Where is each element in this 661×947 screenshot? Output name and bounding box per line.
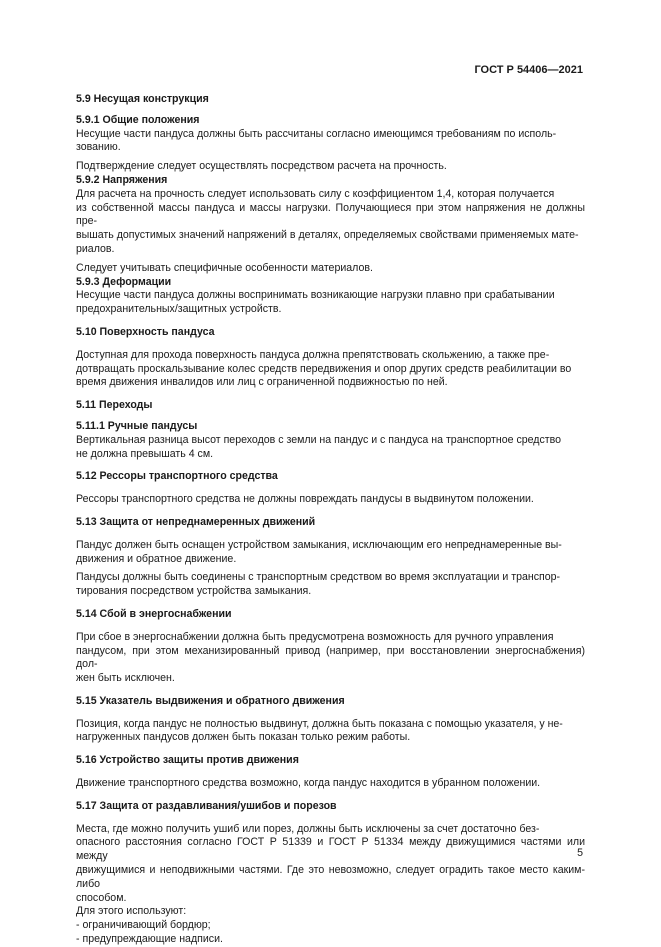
paragraph-line: движущимися и неподвижными частями. Где это невозможно, следует оградить такое место каким-либо	[76, 864, 585, 890]
paragraph-line: Доступная для прохода поверхность пандуса должна препятствовать скольжению, а также пре-	[76, 348, 550, 361]
paragraph-line: Несущие части пандуса должны быть рассчитаны согласно имеющимся требованиям по исполь-	[76, 127, 557, 140]
document-header: ГОСТ Р 54406—2021	[474, 64, 583, 76]
list-item: - ограничивающий бордюр;	[76, 919, 211, 932]
list-item: - предупреждающие надписи.	[76, 933, 223, 946]
paragraph-line: способом.	[76, 891, 127, 904]
section-heading: 5.14 Сбой в энергоснабжении	[76, 607, 232, 620]
paragraph-line: не должна превышать 4 см.	[76, 447, 214, 460]
section-heading: 5.12 Рессоры транспортного средства	[76, 470, 278, 483]
paragraph-line: дотвращать проскальзывание колес средств передвижения и опор других средств реабилитации во	[76, 362, 572, 375]
paragraph-line: Следует учитывать специфичные особенности материалов.	[76, 261, 373, 274]
section-heading: 5.11 Переходы	[76, 399, 153, 412]
paragraph-line: Пандус должен быть оснащен устройством замыкания, исключающим его непреднамеренные вы-	[76, 538, 562, 551]
page-number: 5	[577, 847, 583, 859]
section-heading: 5.10 Поверхность пандуса	[76, 325, 215, 338]
subsection-heading: 5.11.1 Ручные пандусы	[76, 419, 198, 432]
paragraph-line: время движения инвалидов или лиц с ограниченной подвижностью по ней.	[76, 376, 448, 389]
section-heading: 5.17 Защита от раздавливания/ушибов и порезов	[76, 799, 337, 812]
paragraph-line: Пандусы должны быть соединены с транспортным средством во время эксплуатации и транспор-	[76, 571, 561, 584]
paragraph-line: тирования посредством устройства замыкания.	[76, 585, 312, 598]
section-heading: 5.9 Несущая конструкция	[76, 93, 209, 105]
section-heading: 5.16 Устройство защиты против движения	[76, 754, 299, 767]
paragraph-line: зованию.	[76, 141, 121, 154]
paragraph-line: риалов.	[76, 242, 115, 255]
paragraph-line: Для этого используют:	[76, 905, 187, 918]
paragraph-line: Движение транспортного средства возможно, когда пандус находится в убранном положении.	[76, 777, 541, 790]
paragraph-line: Вертикальная разница высот переходов с земли на пандус и с пандуса на транспортное средство	[76, 433, 562, 446]
paragraph-line: движения и обратное движение.	[76, 552, 237, 565]
paragraph-line: При сбое в энергоснабжении должна быть предусмотрена возможность для ручного управления	[76, 630, 554, 643]
paragraph-line: предохранительных/защитных устройств.	[76, 303, 282, 316]
section-heading: 5.13 Защита от непреднамеренных движений	[76, 515, 316, 528]
paragraph-line: Подтверждение следует осуществлять посредством расчета на прочность.	[76, 160, 447, 173]
paragraph-line: нагруженных пандусов должен быть показан только режим работы.	[76, 731, 411, 744]
paragraph-line: Позиция, когда пандус не полностью выдвинут, должна быть показана с помощью указателя, у не-	[76, 717, 563, 730]
paragraph-line: Несущие части пандуса должны воспринимать возникающие нагрузки плавно при срабатывании	[76, 289, 555, 302]
paragraph-line: Рессоры транспортного средства не должны повреждать пандусы в выдвинутом положении.	[76, 493, 534, 506]
document-body	[76, 93, 585, 947]
section-heading: 5.15 Указатель выдвижения и обратного движения	[76, 694, 345, 707]
subsection-heading: 5.9.3 Деформации	[76, 275, 172, 288]
paragraph-line: пандусом, при этом механизированный привод (например, при восстановлении энергоснабжения) дол-	[76, 644, 585, 671]
paragraph-line: Для расчета на прочность следует использовать силу с коэффициентом 1,4, которая получается	[76, 187, 555, 200]
paragraph-line: опасного расстояния согласно ГОСТ Р 51339 и ГОСТ Р 51334 между движущимися частями или между	[76, 836, 585, 863]
subsection-heading: 5.9.1 Общие положения	[76, 113, 200, 126]
paragraph-line: из собственной массы пандуса и массы нагрузки. Получающиеся при этом напряжения не должны пре-	[76, 201, 585, 228]
paragraph-line: Места, где можно получить ушиб или порез, должны быть исключены за счет достаточно без-	[76, 822, 540, 835]
paragraph-line: жен быть исключен.	[76, 672, 175, 685]
paragraph-line: вышать допустимых значений напряжений в деталях, определяемых свойствами применяемых мате-	[76, 229, 579, 242]
subsection-heading: 5.9.2 Напряжения	[76, 173, 168, 186]
